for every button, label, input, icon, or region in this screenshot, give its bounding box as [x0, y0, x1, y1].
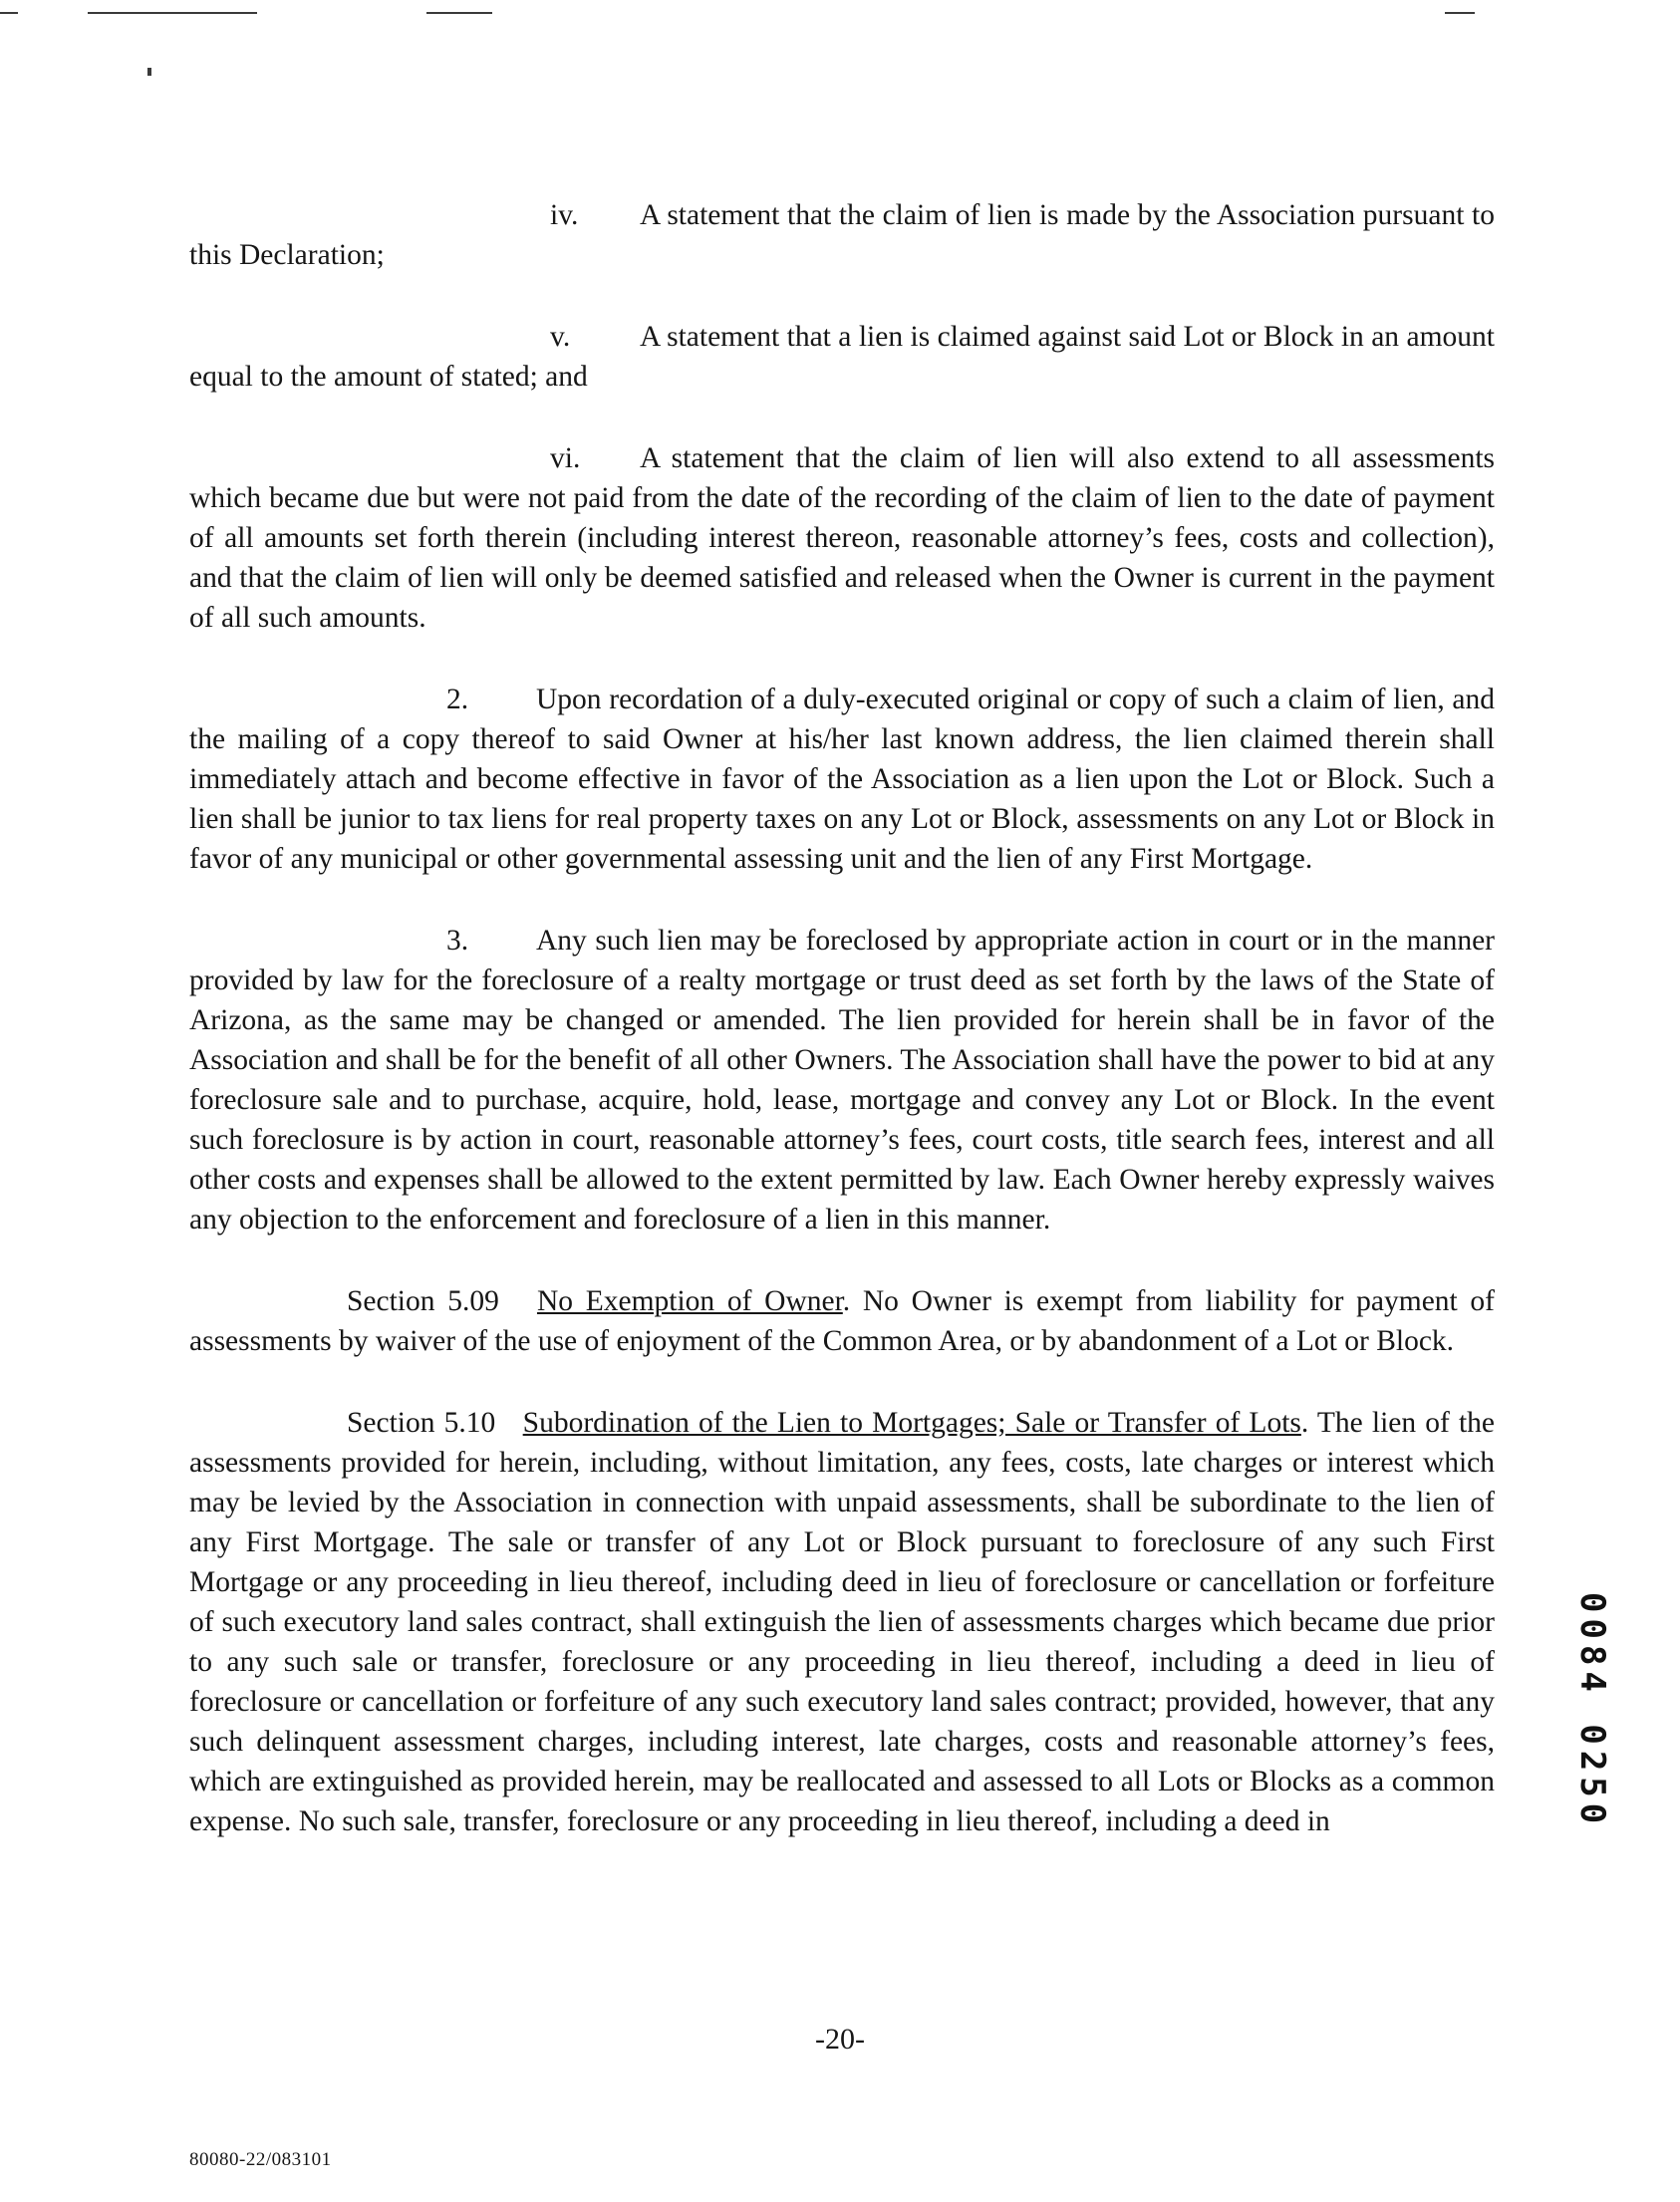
section-text: . No Owner is exempt from liability for payment of assessments by waiver of the use of enjoyment of the Common Area, or by abandonment of a Lot or Block. [189, 1285, 1496, 1357]
document-id: 80080-22/083101 [189, 2149, 332, 2170]
item-marker: 3. [446, 925, 469, 957]
item-marker: vi. [550, 442, 581, 474]
page-number: -20- [815, 2023, 865, 2056]
paragraph-text: Any such lien may be foreclosed by appropriate action in court or in the manner provided by law for the foreclosure of a realty mortgage or trust deed as set forth by the laws of the State of Arizona, as the same may be changed or amended. The lien provided for herein shall be in favor of the Association and shall be for the benefit of all other Owners. The Association shall have the power to bid at any foreclosure sale and to purchase, acquire, hold, lease, mortgage and convey any Lot or Block. In the event such foreclosure is by action in court, reasonable attorney’s fees, court costs, title search fees, interest and all other costs and expenses shall be allowed to the extent permitted by law. Each Owner hereby expressly waives any objection to the enforcement and foreclosure of a lien in this manner. [189, 925, 1495, 1236]
item-marker: 2. [446, 684, 469, 715]
paragraph-iv [189, 195, 1495, 275]
paragraph-text: A statement that the claim of lien is made by the Association pursuant to this Declaration; [189, 199, 1495, 271]
section-5-10 [189, 1403, 1495, 1841]
scan-artifact-line [426, 12, 492, 14]
section-heading: No Exemption of Owner [536, 1285, 843, 1317]
paragraph-2 [189, 680, 1495, 879]
document-body [189, 195, 1495, 1883]
scan-artifact-line [1445, 12, 1475, 14]
section-label: Section 5.10 [347, 1407, 496, 1439]
scan-artifact-line [0, 12, 18, 14]
item-marker: v. [550, 321, 571, 353]
paragraph-text: Upon recordation of a duly-executed original or copy of such a claim of lien, and the mailing of a copy thereof to said Owner at his/her last known address, the lien claimed therein shall immediately attach and become effective in favor of the Association as a lien upon the Lot or Block. Such a lien shall be junior to tax liens for real property taxes on any Lot or Block, assessments on any Lot or Block in favor of any municipal or other governmental assessing unit and the lien of any First Mortgage. [189, 684, 1495, 875]
recording-stamp: 0084 0250 [1572, 1592, 1612, 1830]
section-heading: Subordination of the Lien to Mortgages; Sale or Transfer of Lots [522, 1407, 1301, 1439]
paragraph-text: A statement that the claim of lien will also extend to all assessments which became due but were not paid from the date of the recording of the claim of lien to the date of payment of all amounts set forth therein (including interest thereon, reasonable attorney’s fees, costs and collection), and that the claim of lien will only be deemed satisfied and released when the Owner is current in the payment of all such amounts. [189, 442, 1495, 634]
paragraph-3 [189, 921, 1495, 1239]
paragraph-v [189, 317, 1495, 397]
paragraph-vi [189, 438, 1495, 638]
section-label: Section 5.09 [347, 1285, 499, 1317]
scan-artifact-line [88, 12, 257, 14]
scan-artifact-dot [147, 68, 151, 76]
section-5-09 [189, 1281, 1495, 1361]
section-text: . The lien of the assessments provided for herein, including, without limitation, any fees, costs, late charges or interest which may be levied by the Association in connection with unpaid assessments, shall be subordinate to the lien of any First Mortgage. The sale or transfer of any Lot or Block pursuant to foreclosure of any such First Mortgage or any proceeding in lieu thereof, including deed in lieu of foreclosure or cancellation or forfeiture of such executory land sales contract, shall extinguish the lien of assessments charges which became due prior to any such sale or transfer, foreclosure or any proceeding in lieu thereof, including a deed in lieu of foreclosure or cancellation or forfeiture of any such executory land sales contract; provided, however, that any such delinquent assessment charges, including interest, late charges, costs and reasonable attorney’s fees, which are extinguished as provided herein, may be reallocated and assessed to all Lots or Blocks as a common expense. No such sale, transfer, foreclosure or any proceeding in lieu thereof, including a deed in [189, 1407, 1495, 1837]
paragraph-text: A statement that a lien is claimed against said Lot or Block in an amount equal to the amount of stated; and [189, 321, 1495, 393]
item-marker: iv. [550, 199, 579, 231]
